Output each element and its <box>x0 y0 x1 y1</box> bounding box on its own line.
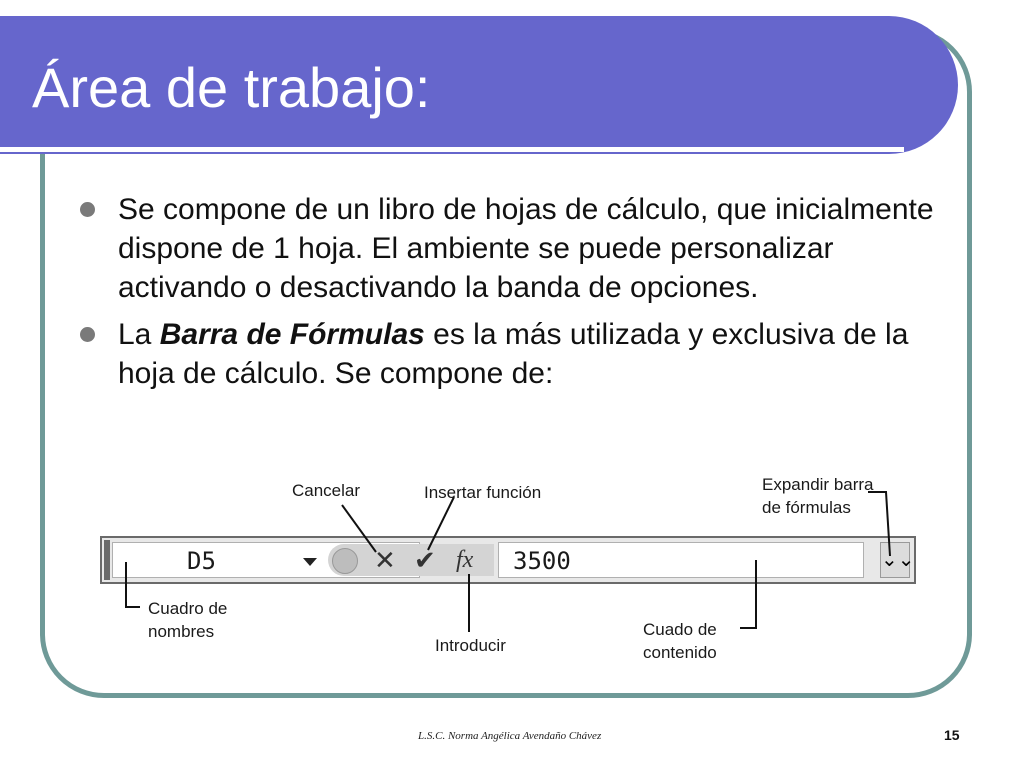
expand-formula-bar-button[interactable]: ⌄⌄ <box>880 542 910 578</box>
expand-label <box>762 473 874 519</box>
name-box-label-line: nombres <box>148 622 215 641</box>
bullet-text-suffix: es la más utilizada y exclusiva de la hoja de cálculo. Se compone de: <box>118 318 909 390</box>
footer-author: L.S.C. Norma Angélica Avendaño Chávez <box>418 730 602 742</box>
insert-function-label: Insertar función <box>424 483 542 502</box>
name-box-label <box>148 597 227 643</box>
bullet-text-prefix: La <box>118 318 160 351</box>
slide-title: Área de trabajo: <box>32 56 431 119</box>
content-label-line: Cuado de <box>643 620 717 639</box>
page-number: 15 <box>944 727 960 743</box>
insert-function-button[interactable]: fx <box>456 547 474 573</box>
name-box-value: D5 <box>187 547 216 575</box>
name-box-label-line: Cuadro de <box>148 599 228 618</box>
enter-button[interactable]: ✔ <box>414 545 436 575</box>
expand-label-line: de fórmulas <box>762 498 851 517</box>
formula-content-value: 3500 <box>513 547 571 575</box>
cancel-label: Cancelar <box>292 481 361 500</box>
content-label <box>643 618 717 664</box>
content-label-line: contenido <box>643 643 717 662</box>
expand-label-line: Expandir barra <box>762 475 874 494</box>
cancel-button[interactable]: ✕ <box>374 545 396 575</box>
enter-label: Introducir <box>435 636 506 655</box>
bullet-text: Se compone de un libro de hojas de cálculo, que inicialmente dispone de 1 hoja. El ambiente se puede personalizar activando o desactivando la banda de opciones. <box>118 193 934 304</box>
bullet-text-emphasis: Barra de Fórmulas <box>159 318 425 351</box>
